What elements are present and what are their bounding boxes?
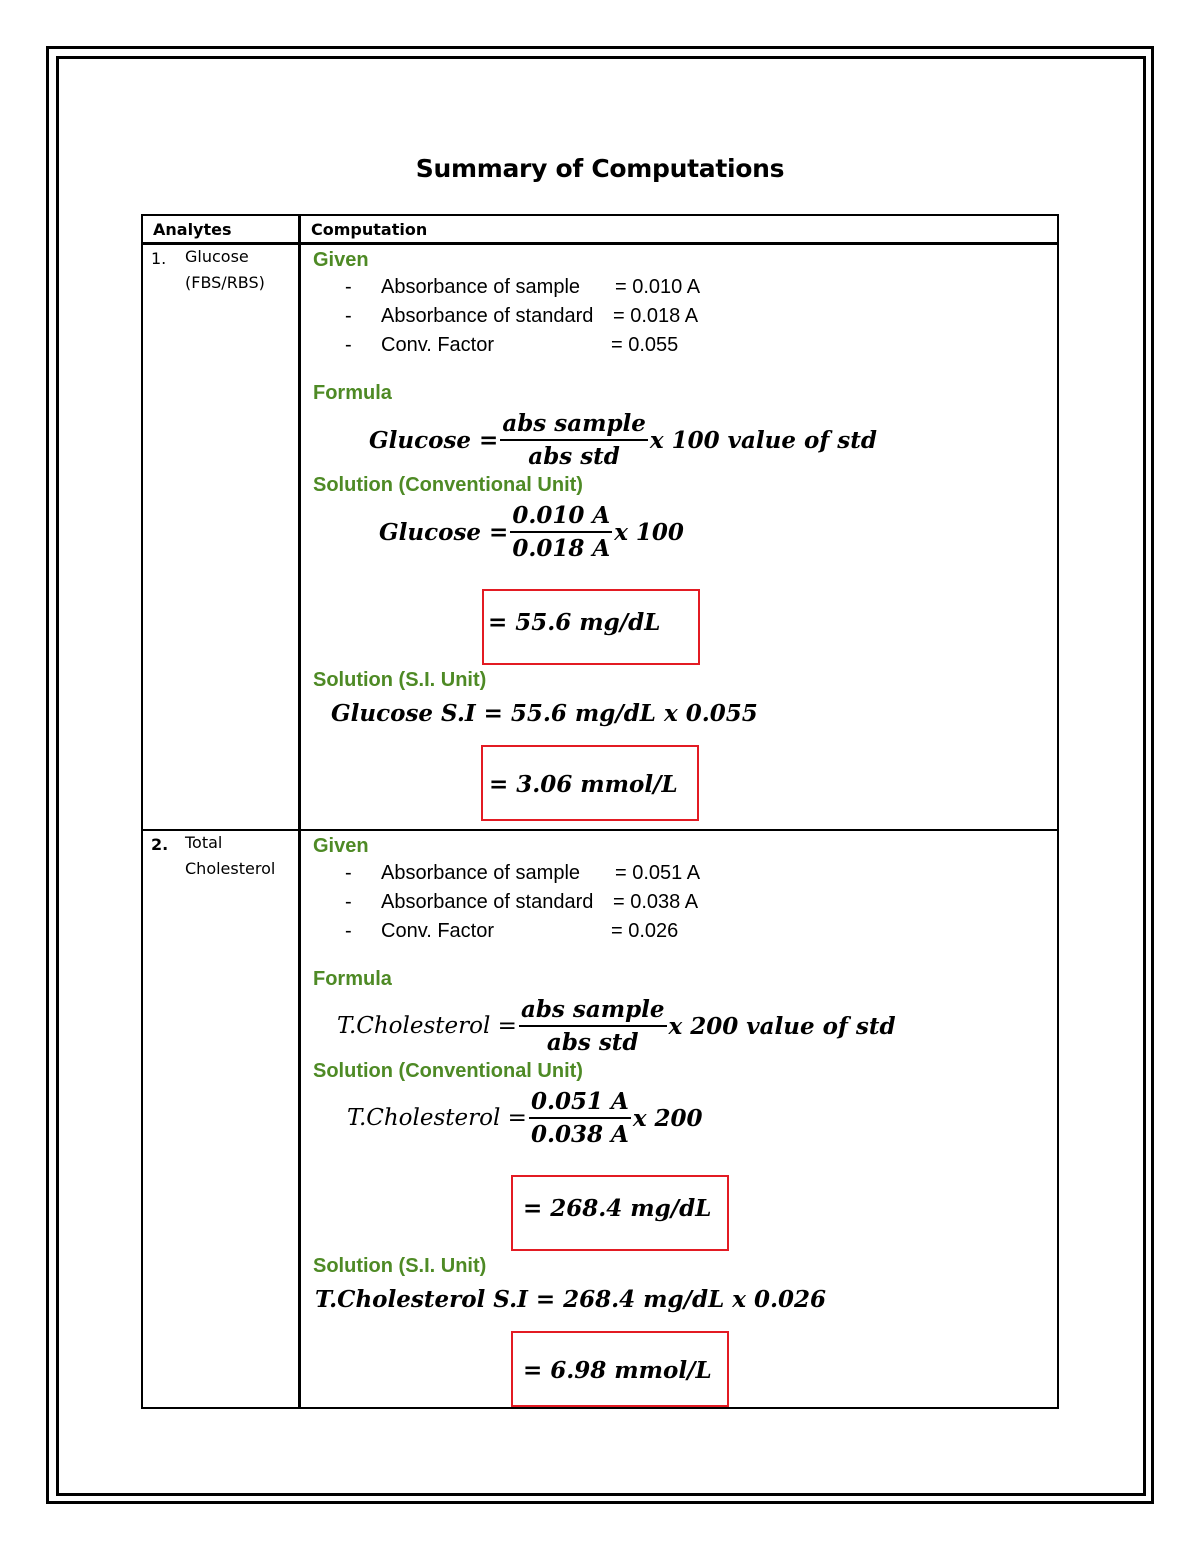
computation-glucose: [301, 245, 1057, 829]
given-list: [345, 276, 700, 363]
table-row-glucose: [142, 244, 1058, 831]
computations-table: [141, 214, 1059, 1409]
result-box-conventional: [482, 589, 700, 665]
given-item: - Absorbance of standard = 0.038 A: [345, 891, 699, 913]
result-conventional: = 55.6 mg/dL: [488, 609, 661, 636]
result-box-conventional: [511, 1175, 729, 1251]
formula-label: Formula: [313, 382, 392, 404]
solution-fraction: $\frac{0.051 A}{0.038 A}$: [530, 1088, 629, 1148]
solution-si-label: Solution (S.I. Unit): [313, 1255, 487, 1277]
page-title: Summary of Computations: [415, 154, 785, 183]
result-si: = 3.06 mmol/L: [489, 771, 678, 798]
solution-fraction: $\frac{0.010 A}{0.018 A}$: [512, 502, 611, 562]
given-item: - Conv. Factor = 0.026: [345, 920, 679, 942]
solution-conventional-equation: Glucose = $\frac{0.010 A}{0.018 A}$ x 100: [379, 502, 684, 562]
result-conventional: = 268.4 mg/dL: [523, 1195, 712, 1222]
given-item: - Conv. Factor = 0.055: [345, 334, 679, 356]
analyte-name-line1: Glucose: [185, 247, 249, 266]
result-box-si: [481, 745, 699, 821]
table-row-cholesterol: [142, 830, 1058, 1408]
given-item: - Absorbance of standard = 0.018 A: [345, 305, 699, 327]
given-item: - Absorbance of sample = 0.051 A: [345, 862, 701, 884]
solution-conventional-label: Solution (Conventional Unit): [313, 1060, 583, 1082]
given-list: [345, 862, 700, 949]
analyte-name-line2: Cholesterol: [185, 859, 276, 878]
formula-equation: Glucose = $\frac{\text{abs sample}}{\text{abs std}}$ x 100 value of std: [369, 410, 877, 470]
solution-conventional-label: Solution (Conventional Unit): [313, 474, 583, 496]
analyte-glucose: [143, 245, 298, 296]
given-label: Given: [313, 835, 369, 857]
analyte-number: 2.: [151, 835, 169, 854]
given-item: - Absorbance of sample = 0.010 A: [345, 276, 701, 298]
solution-si-equation: T.Cholesterol S.I = 268.4 mg/dL x 0.026: [315, 1286, 826, 1313]
result-si: = 6.98 mmol/L: [523, 1357, 712, 1384]
analyte-number: 1.: [151, 249, 167, 268]
given-label: Given: [313, 249, 369, 271]
analyte-name-line1: Total: [185, 833, 223, 852]
formula-fraction: $\frac{\text{abs sample}}{\text{abs std}}$: [502, 410, 646, 470]
computation-cholesterol: [301, 831, 1057, 1407]
result-box-si: [511, 1331, 729, 1407]
formula-fraction: $\frac{\text{abs sample}}{\text{abs std}}$: [520, 996, 665, 1056]
analyte-name-line2: (FBS/RBS): [185, 273, 265, 292]
table-header-row: [142, 215, 1058, 244]
solution-si-equation: Glucose S.I = 55.6 mg/dL x 0.055: [331, 700, 758, 727]
formula-label: Formula: [313, 968, 392, 990]
header-computation: Computation: [311, 220, 428, 239]
header-analytes: Analytes: [153, 220, 232, 239]
solution-conventional-equation: T.Cholesterol = $\frac{0.051 A}{0.038 A}$ x 200: [347, 1088, 703, 1148]
solution-si-label: Solution (S.I. Unit): [313, 669, 487, 691]
analyte-cholesterol: [143, 831, 298, 882]
formula-equation: T.Cholesterol = $\frac{\text{abs sample}}{\text{abs std}}$ x 200 value of std: [337, 996, 896, 1056]
